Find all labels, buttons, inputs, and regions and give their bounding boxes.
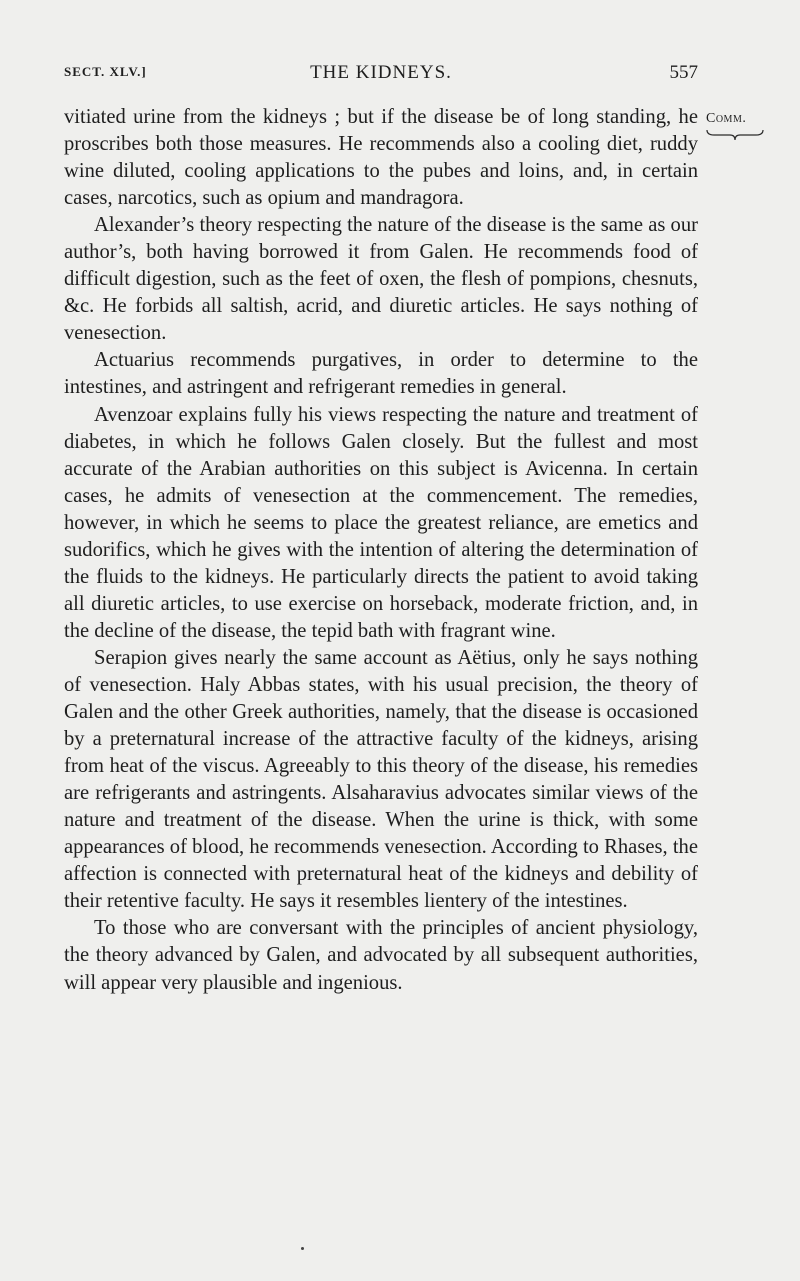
body-text [64,104,698,997]
page-number: 557 [669,62,698,83]
section-label: SECT. XLV.] [64,64,147,79]
paragraph: vitiated urine from the kidneys ; but if the disease be of long standing, he proscribes both those measures. He recommends also a cooling diet, ruddy wine diluted, cooling applications to the pubes and loins, and, in certain cases, narcotics, such as opium and mandragora. [64,106,698,210]
margin-brace-icon [706,128,764,142]
paragraph: Serapion gives nearly the same account as Aëtius, only he says nothing of venesection. Haly Abbas states, with his usual precision, the theory of Galen and the other Greek authorities, namely, that the disease is occasioned by a preternatural increase of the attractive faculty of the kidneys, arising from heat of the viscus. Agreeably to this theory of the disease, his remedies are refrigerants and astringents. Alsaharavius advocates similar views of the nature and treatment of the disease. When the urine is thick, with some appearances of blood, he recommends venesection. According to Rhases, the affection is connected with preternatural heat of the kidneys and debility of their retentive faculty. He says it resembles lientery of the intestines. [64,646,698,913]
paragraph: Avenzoar explains fully his views respecting the nature and treatment of diabetes, in which he follows Galen closely. But the fullest and most accurate of the Arabian authorities on this subject is Avicenna. In certain cases, he admits of venesection at the commencement. The remedies, however, in which he seems to place the greatest reliance, are emetics and sudorifics, which he gives with the intention of altering the determination of the fluids to the kidneys. He particularly directs the patient to avoid taking all diuretic articles, to use exercise on horseback, moderate friction, and, in the decline of the disease, the tepid bath with fragrant wine. [64,403,698,642]
paragraph: To those who are conversant with the principles of ancient physiology, the theory advanced by Galen, and advocated by all subsequent authorities, will appear very plausible and ingenious. [64,917,698,994]
margin-note: Comm. [706,111,747,126]
paragraph: Alexander’s theory respecting the nature of the disease is the same as our author’s, both having borrowed it from Galen. He recommends food of difficult digestion, such as the feet of oxen, the flesh of pompions, chesnuts, &c. He forbids all saltish, acrid, and diuretic articles. He says nothing of venesection. [64,214,698,345]
page-title: THE KIDNEYS. [310,62,452,83]
printer-mark [301,1247,304,1250]
paragraph: Actuarius recommends purgatives, in order to determine to the intestines, and astringent and refrigerant remedies in general. [64,349,698,399]
running-header [64,62,698,86]
